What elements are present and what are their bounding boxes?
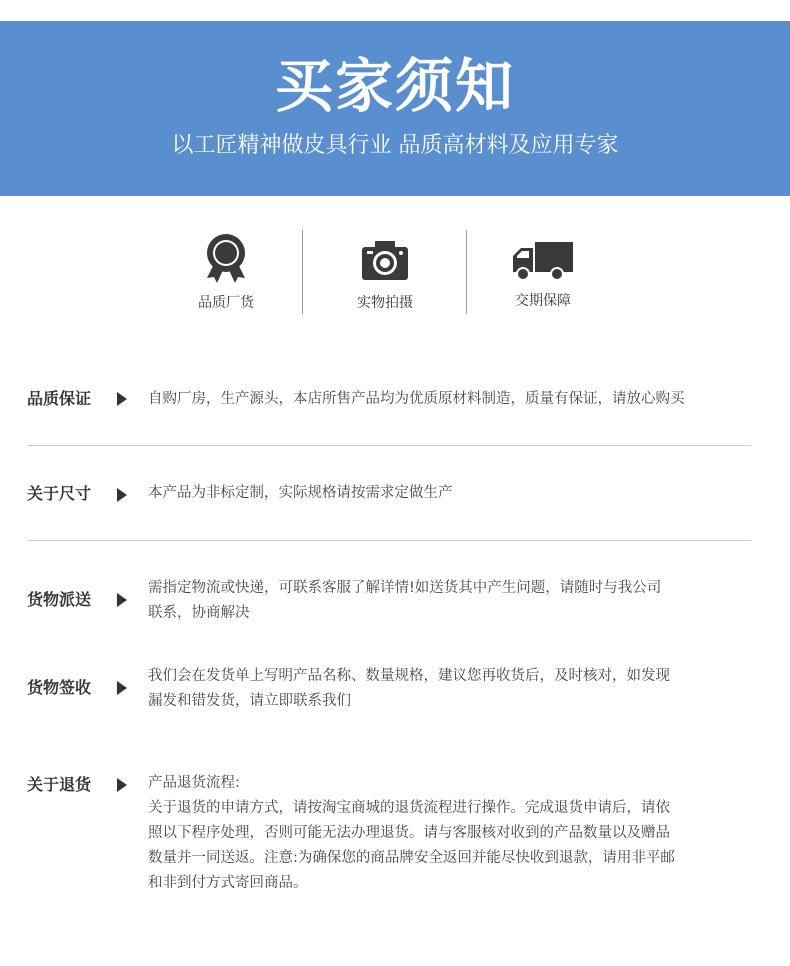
truck-icon [511, 236, 575, 284]
row-label-receipt: 货物签收 [27, 678, 92, 697]
header-banner [0, 21, 790, 196]
row-text-delivery [148, 576, 763, 626]
page-subtitle: 以工匠精神做皮具行业 品质高材料及应用专家 [171, 133, 619, 158]
text-line: 产品退货流程: [148, 775, 240, 791]
text-line: 漏发和错发货，请立即联系我们 [148, 693, 351, 709]
row-label-size: 关于尺寸 [27, 484, 92, 503]
text-line: 联系，协商解决 [148, 605, 250, 621]
text-line: 和非到付方式寄回商品。 [148, 875, 308, 891]
row-label-returns: 关于退货 [27, 775, 92, 794]
page-title: 买家须知 [274, 52, 515, 120]
text-line: 照以下程序处理，否则可能无法办理退货。请与客服核对收到的产品数量以及赠品 [148, 825, 670, 841]
text-line: 我们会在发货单上写明产品名称、数量规格，建议您再收货后，及时核对，如发现 [148, 668, 670, 684]
row-label-quality: 品质保证 [27, 389, 92, 408]
triangle-right-icon [117, 593, 127, 607]
triangle-right-icon [117, 681, 127, 695]
text-line: 需指定物流或快递，可联系客服了解详情!如送货其中产生问题，请随时与我公司 [148, 580, 662, 596]
row-label-delivery: 货物派送 [27, 590, 92, 609]
text-line: 本产品为非标定制，实际规格请按需求定做生产 [148, 485, 453, 501]
award-medal-icon [201, 232, 251, 284]
text-line: 数量并一同送返。注意:为确保您的商品牌安全返回并能尽快收到退款，请用非平邮 [148, 850, 675, 866]
divider-line [27, 445, 751, 446]
row-text-returns [148, 771, 763, 896]
feature-photo [310, 232, 460, 312]
feature-quality [151, 232, 301, 312]
row-text-receipt [148, 664, 763, 714]
row-text-quality [148, 387, 778, 412]
text-line: 关于退货的申请方式，请按淘宝商城的退货流程进行操作。完成退货申请后，请依 [148, 800, 670, 816]
divider [302, 230, 303, 314]
feature-label: 交期保障 [515, 293, 571, 309]
text-line: 自购厂房，生产源头，本店所售产品均为优质原材料制造，质量有保证，请放心购买 [148, 391, 685, 407]
feature-delivery [468, 232, 618, 310]
camera-icon [360, 238, 410, 282]
feature-label: 实物拍摄 [357, 295, 413, 311]
triangle-right-icon [117, 488, 127, 502]
divider-line [27, 540, 751, 541]
divider [466, 230, 467, 314]
triangle-right-icon [117, 392, 127, 406]
triangle-right-icon [117, 778, 127, 792]
row-text-size [148, 481, 763, 506]
feature-label: 品质厂货 [198, 295, 254, 311]
